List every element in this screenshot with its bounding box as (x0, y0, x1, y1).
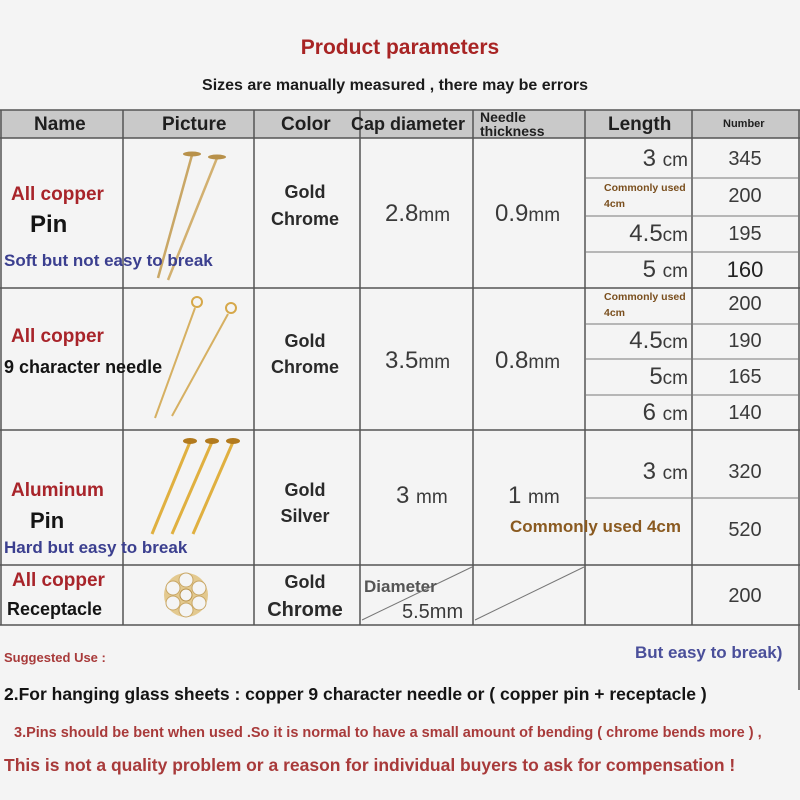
row2-cap-diameter: 3.5mm (385, 347, 451, 374)
row4-cap-value: 5.5mm (402, 601, 464, 623)
row1-number-1: 345 (728, 148, 762, 170)
col-header-length: Length (608, 114, 672, 135)
row1-number-3: 195 (728, 223, 762, 245)
row4-name-line1: All copper (12, 570, 105, 591)
aluminum-pin-image (152, 438, 240, 534)
row2-needle-thickness: 0.8mm (495, 347, 561, 374)
usage-note-2: 2.For hanging glass sheets : copper 9 character needle or ( copper pin + receptacle ) (4, 684, 707, 704)
row2-color-line1: Gold (284, 331, 326, 351)
row1-number-2: 200 (728, 185, 762, 207)
row2-number-3: 165 (728, 366, 762, 388)
page-title: Product parameters (300, 36, 500, 59)
row1-color-line2: Chrome (270, 209, 339, 229)
row1-length-1: 3 cm (642, 145, 688, 172)
row2-number-4: 140 (728, 402, 762, 424)
col-header-number: Number (723, 118, 765, 130)
row3-length-1: 3 cm (642, 458, 688, 485)
row1-common-note-2: 4cm (604, 198, 626, 210)
row1-length-3: 4.5cm (629, 220, 688, 247)
col-header-color: Color (281, 114, 331, 135)
row3-color-line2: Silver (280, 506, 330, 526)
row2-number-2: 190 (728, 330, 762, 352)
row3-color-line1: Gold (284, 480, 326, 500)
row2-length-2: 4.5cm (629, 327, 688, 354)
usage-note-3: 3.Pins should be bent when used .So it is normal to have a small amount of bending ( chrome bends more ) , (14, 725, 762, 741)
row2-length-4: 6 cm (642, 399, 688, 426)
row3-cap-diameter: 3 mm (396, 482, 448, 509)
row3-name-line2: Pin (30, 508, 65, 533)
suggested-use-label: Suggested Use : (4, 650, 106, 665)
page-subtitle: Sizes are manually measured , there may be errors (202, 77, 588, 94)
row2-color-line2: Chrome (270, 357, 339, 377)
row1-length-4: 5 cm (642, 256, 688, 283)
row4-name-line2: Receptacle (7, 599, 103, 619)
row2-common-note-1: Commonly used (604, 291, 686, 303)
row1-name-line1: All copper (11, 184, 104, 205)
row2-name-line1: All copper (11, 326, 104, 347)
row3-common-note: Commonly used 4cm (510, 517, 681, 536)
easy-break-note: But easy to break) (635, 643, 783, 662)
row3-number-2: 520 (728, 519, 762, 541)
row1-color-line1: Gold (284, 182, 326, 202)
col-header-needle-1: Needle (480, 109, 526, 125)
row1-common-note-1: Commonly used (604, 182, 686, 194)
row3-number-1: 320 (728, 461, 762, 483)
row1-number-4: 160 (726, 257, 764, 282)
row1-name-line2: Pin (30, 211, 68, 238)
row2-length-3: 5cm (649, 363, 688, 390)
usage-note-4: This is not a quality problem or a reason for individual buyers to ask for compensation ! (4, 755, 736, 775)
row4-color-line1: Gold (284, 572, 326, 592)
row1-needle-thickness: 0.9mm (495, 200, 561, 227)
row4-color-line2: Chrome (267, 599, 343, 621)
row3-needle-thickness: 1 mm (508, 482, 560, 509)
col-header-cap-diameter: Cap diameter (351, 114, 466, 134)
row1-name-note: Soft but not easy to break (4, 251, 213, 270)
row4-cap-label: Diameter (364, 577, 437, 596)
row2-number-1: 200 (728, 293, 762, 315)
row1-cap-diameter: 2.8mm (385, 200, 451, 227)
col-header-name: Name (34, 114, 86, 135)
row3-name-line1: Aluminum (11, 480, 104, 501)
row4-number: 200 (728, 585, 762, 607)
row3-name-note: Hard but easy to break (4, 538, 188, 557)
row2-common-note-2: 4cm (604, 307, 626, 319)
col-header-needle-2: thickness (480, 123, 545, 139)
nine-needle-image (155, 297, 236, 418)
col-header-picture: Picture (162, 114, 227, 135)
row2-name-line2: 9 character needle (4, 357, 163, 377)
receptacle-image (164, 573, 208, 617)
